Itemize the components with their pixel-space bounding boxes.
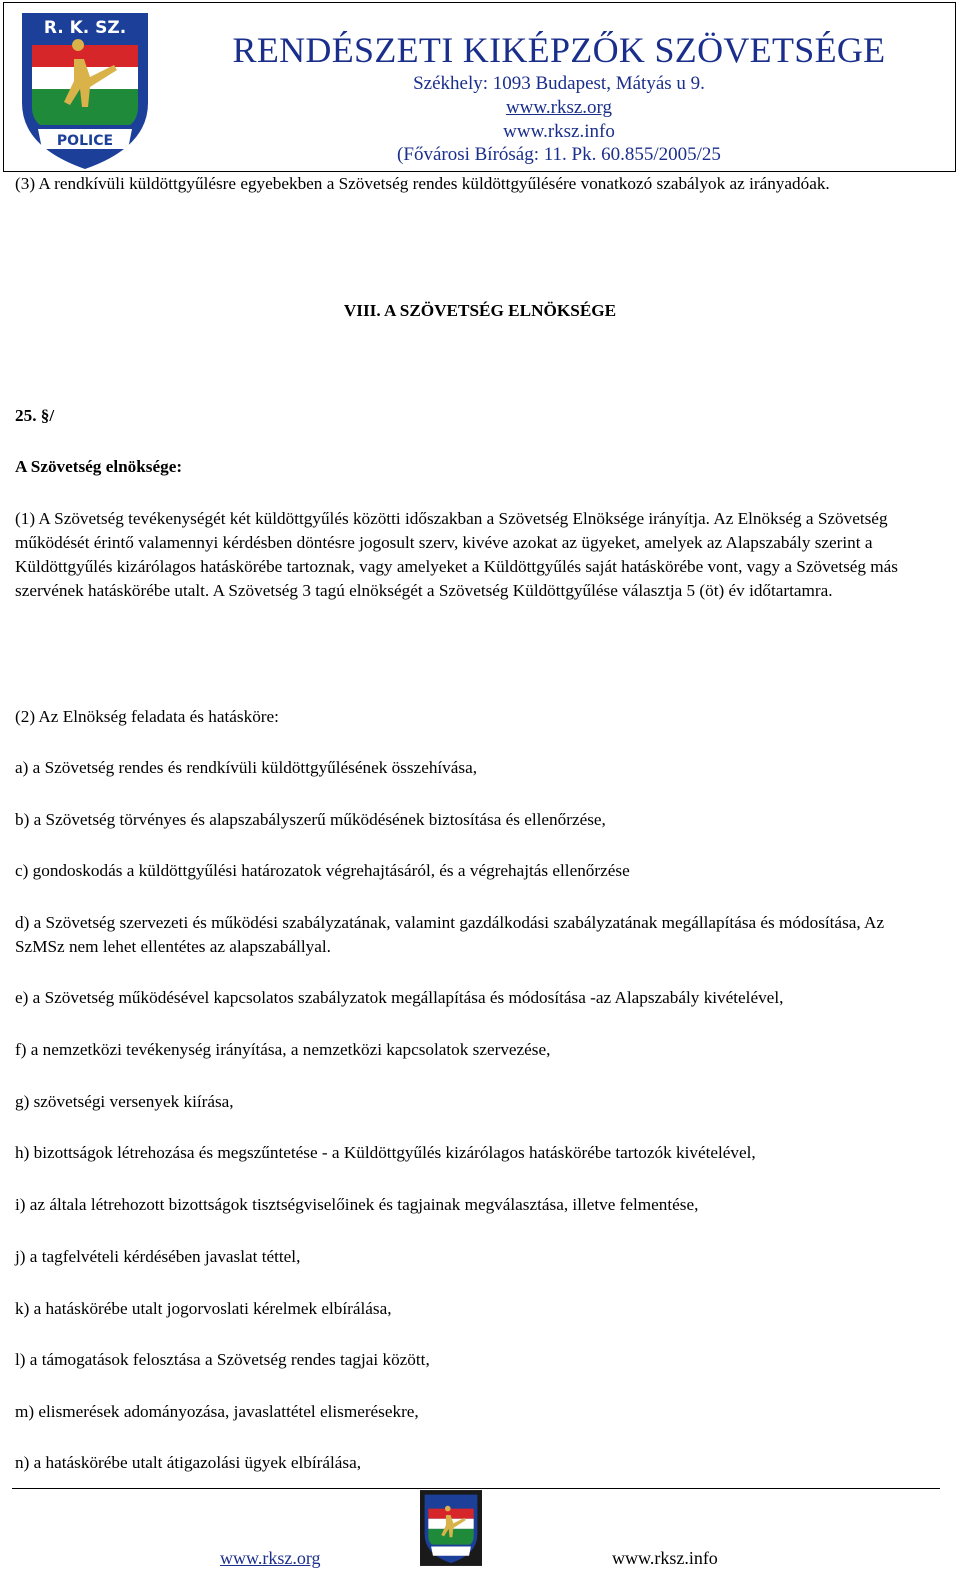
list-item: f) a nemzetközi tevékenység irányítása, a nemzetközi kapcsolatok szervezése,	[15, 1040, 551, 1059]
list-item: h) bizottságok létrehozása és megszűntetése - a Küldöttgyűlés kizárólagos hatáskörébe tartozók kivételével,	[15, 1143, 756, 1162]
document-header	[3, 2, 956, 172]
list-item: e) a Szövetség működésével kapcsolatos szabályzatok megállapítása és módosítása -az Alapszabály kivételével,	[15, 988, 784, 1007]
footer-link-rksz-info[interactable]: www.rksz.info	[612, 1548, 718, 1568]
paragraph-2: (2) Az Elnökség feladata és hatásköre:	[15, 707, 279, 726]
list-item: m) elismerések adományozása, javaslattétel elismerésekre,	[15, 1402, 419, 1421]
list-item: d) a Szövetség szervezeti és működési szabályzatának, valamint gazdálkodási szabályzatának megállapítása és módosítása, Az SzMSz nem lehet ellentétes az alapszabállyal.	[15, 913, 885, 956]
paragraph-3: (3) A rendkívüli küldöttgyűlésre egyebekben a Szövetség rendes küldöttgyűlésére vonatkozó szabályok az irányadóak.	[15, 174, 830, 193]
court-registration: (Fővárosi Bíróság: 11. Pk. 60.855/2005/25	[397, 144, 721, 165]
list-item: c) gondoskodás a küldöttgyűlési határozatok végrehajtásáról, és a végrehajtás ellenőrzése	[15, 861, 630, 880]
list-item: b) a Szövetség törvényes és alapszabályszerű működésének biztosítása és ellenőrzése,	[15, 810, 606, 829]
organization-title: RENDÉSZETI KIKÉPZŐK SZÖVETSÉGE	[232, 30, 886, 70]
footer-divider	[12, 1488, 940, 1489]
rksz-police-emblem-icon	[420, 1490, 482, 1566]
list-item: k) a hatáskörébe utalt jogorvoslati kérelmek elbírálása,	[15, 1299, 392, 1318]
header-link-rksz-org[interactable]: www.rksz.org	[505, 97, 613, 118]
section-number: 25. §/	[15, 406, 55, 425]
list-item: g) szövetségi versenyek kiírása,	[15, 1092, 234, 1111]
paragraph-1: (1) A Szövetség tevékenységét két küldöttgyűlés közötti időszakban a Szövetség Elnöksége irányítja. Az Elnökség a Szövetség működését érintő valamennyi kérdésben döntésre jogosult szerv, kivéve azokat az ügyeket, amelyek az Alapszabály szerint a Küldöttgyűlés kizárólagos hatáskörébe tartoznak, vagy amelyeket a Küldöttgyűlés saját hatáskörébe vont, vagy a Szövetség más szervének hatáskörébe utalt. A Szövetség 3 tagú elnökségét a Szövetség Küldöttgyűlése választja 5 (öt) év időtartamra.	[15, 509, 898, 600]
list-item: l) a támogatások felosztása a Szövetség rendes tagjai között,	[15, 1350, 430, 1369]
svg-text:POLICE: POLICE	[56, 133, 114, 149]
list-item: i) az általa létrehozott bizottságok tisztségviselőinek és tagjainak megválasztása, illetve felmentése,	[15, 1195, 699, 1214]
footer-link-rksz-org[interactable]: www.rksz.org	[220, 1548, 321, 1568]
section-title: A Szövetség elnöksége:	[15, 457, 183, 476]
header-link-rksz-info[interactable]: www.rksz.info	[503, 121, 615, 142]
list-item: a) a Szövetség rendes és rendkívüli küldöttgyűlésének összehívása,	[15, 758, 478, 777]
list-item: n) a hatáskörébe utalt átigazolási ügyek elbírálása,	[15, 1453, 361, 1472]
svg-text:R. K. SZ.: R. K. SZ.	[43, 18, 127, 38]
organization-seat: Székhely: 1093 Budapest, Mátyás u 9.	[413, 73, 705, 94]
chapter-title: VIII. A SZÖVETSÉG ELNÖKSÉGE	[343, 301, 617, 320]
list-item: j) a tagfelvételi kérdésében javaslat téttel,	[15, 1247, 301, 1266]
rksz-police-logo-icon	[18, 7, 152, 171]
